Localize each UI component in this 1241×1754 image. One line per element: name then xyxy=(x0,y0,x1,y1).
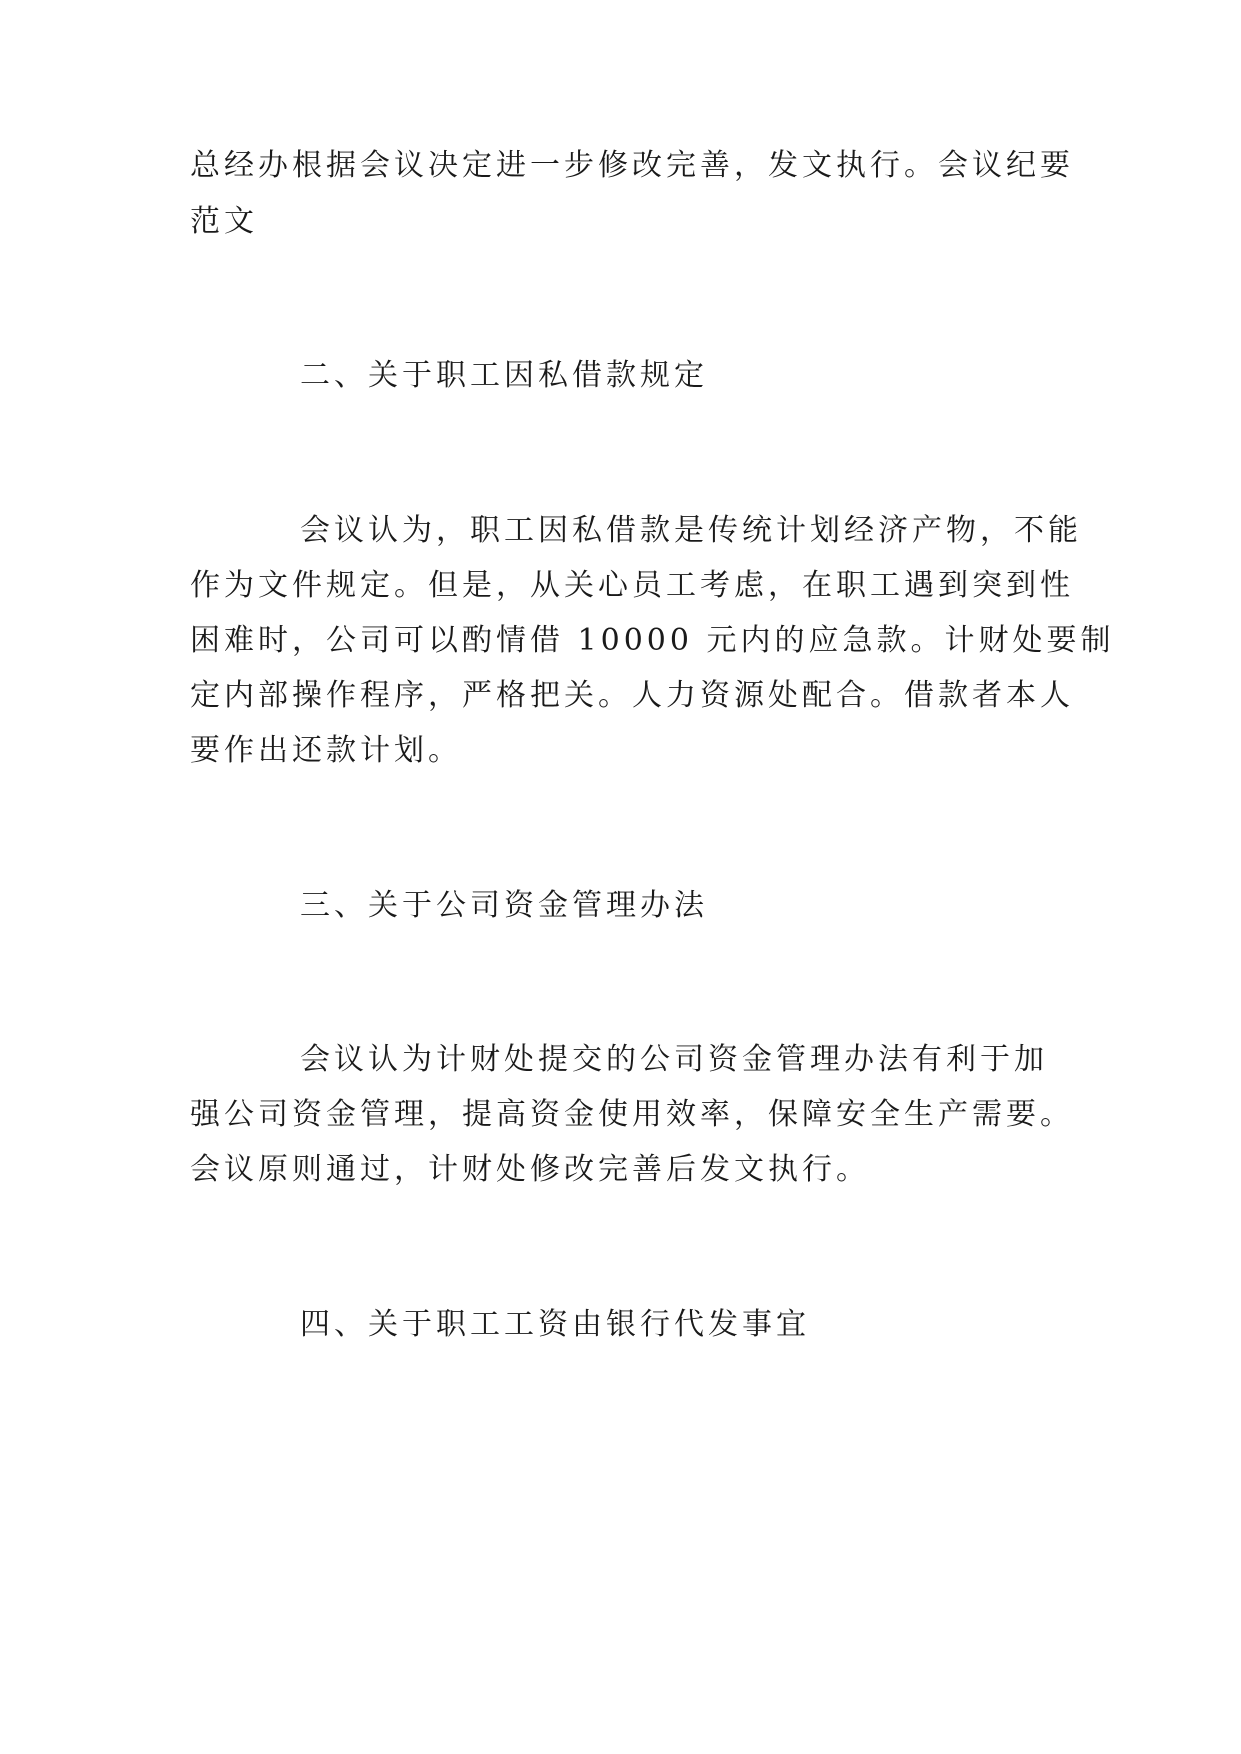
paragraph-3-line-3: 会议原则通过，计财处修改完善后发文执行。 xyxy=(190,1152,870,1187)
paragraph-2-line-3: 困难时，公司可以酌情借 10000 元内的应急款。计财处要制 xyxy=(190,623,1115,658)
paragraph-3-line-1: 会议认为计财处提交的公司资金管理办法有利于加 xyxy=(300,1042,1048,1077)
section-heading-3: 三、关于公司资金管理办法 xyxy=(300,888,708,923)
paragraph-2-line-1: 会议认为，职工因私借款是传统计划经济产物，不能 xyxy=(300,513,1082,548)
paragraph-2-line-5: 要作出还款计划。 xyxy=(190,733,462,768)
paragraph-1-line-1: 总经办根据会议决定进一步修改完善，发文执行。会议纪要 xyxy=(190,148,1074,183)
paragraph-2-line-4: 定内部操作程序，严格把关。人力资源处配合。借款者本人 xyxy=(190,678,1074,713)
section-heading-2: 二、关于职工因私借款规定 xyxy=(300,358,708,393)
section-heading-4: 四、关于职工工资由银行代发事宜 xyxy=(300,1307,810,1342)
paragraph-1-line-2: 范文 xyxy=(190,204,258,239)
paragraph-3-line-2: 强公司资金管理，提高资金使用效率，保障安全生产需要。 xyxy=(190,1097,1074,1132)
paragraph-2-line-2: 作为文件规定。但是，从关心员工考虑，在职工遇到突到性 xyxy=(190,568,1074,603)
